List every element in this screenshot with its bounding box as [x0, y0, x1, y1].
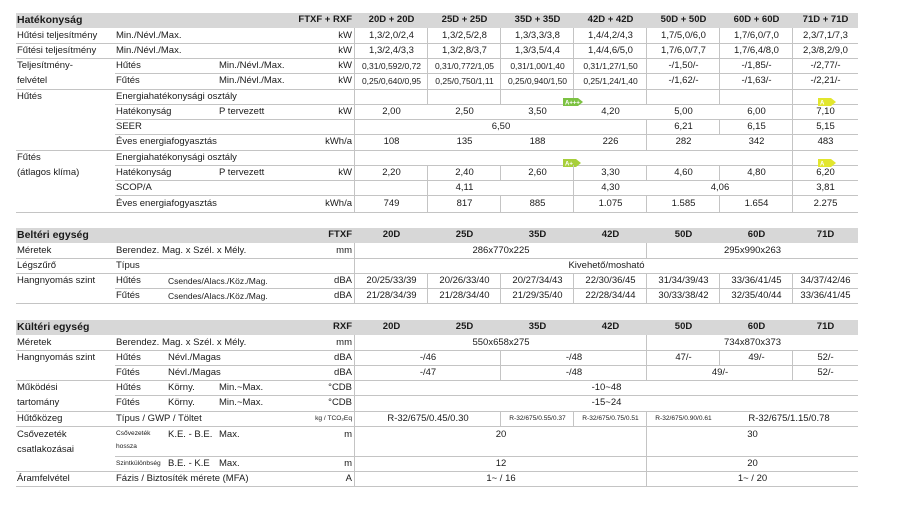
row-sub: Berendez. Mag. x Szél. x Mély. [116, 245, 247, 256]
col-header: 20D [382, 321, 401, 332]
cell: 3,81 [816, 182, 835, 193]
cell: 47/- [675, 352, 692, 363]
col-header: 71D [816, 229, 835, 240]
row-sub: Berendez. Mag. x Szél. x Mély. [116, 337, 247, 348]
col-header: 25D [455, 321, 474, 332]
row-sub: Max. [219, 429, 240, 440]
cell: 1,3/3,5/4,4 [515, 45, 560, 56]
section-title: Hatékonyság [17, 14, 83, 26]
row-sub: Éves energiafogyasztás [116, 136, 217, 147]
cell: 0,25/0,750/1,11 [435, 76, 494, 86]
row-sub: Hűtés [116, 60, 141, 71]
row-sub: Típus [116, 260, 140, 271]
unit: °CDB [328, 382, 352, 393]
cell: 295x990x263 [723, 245, 782, 256]
cell: 885 [529, 198, 546, 209]
cell: -/2,77/- [810, 60, 841, 71]
energy-class-text: A [820, 161, 825, 167]
unit: kg / TCO₂Eq [315, 415, 352, 422]
row-sub: Hűtés [116, 352, 141, 363]
row-sub: Fűtés [116, 397, 140, 408]
cell: 6,00 [747, 106, 766, 117]
cell: 34/37/42/46 [800, 275, 851, 286]
row-sub: Min.~Max. [219, 382, 264, 393]
row-sub: Max. [219, 458, 240, 469]
col-header: 50D + 50D [660, 14, 707, 25]
row-sub: Szintkülönbség [116, 460, 161, 467]
cell: 1,7/6,4/8,0 [734, 45, 779, 56]
cell: 5,15 [816, 121, 835, 132]
cell: -/1,62/- [668, 75, 699, 86]
row-sub: Csendes/Alacs./Köz./Mag. [168, 276, 268, 286]
cell: -/48 [565, 352, 583, 363]
cell: 7,10 [816, 106, 835, 117]
col-header: 60D [747, 229, 766, 240]
row-sub: Hűtés [116, 382, 141, 393]
cell: 0,31/0,772/1,05 [434, 61, 495, 71]
row-sub: Min./Névl./Max. [116, 45, 182, 56]
row-sub: Csendes/Alacs./Köz./Mag. [168, 291, 268, 301]
energy-class-badge [563, 154, 581, 167]
cell: 188 [529, 136, 546, 147]
cell: 817 [456, 198, 473, 209]
cell: 49/- [748, 352, 765, 363]
cell: Kivehető/mosható [568, 260, 645, 271]
unit: mm [336, 245, 352, 256]
col-header: 35D [528, 229, 547, 240]
cell: 282 [675, 136, 692, 147]
piping-label: Csővezeték [17, 429, 67, 440]
col-header: 42D + 42D [587, 14, 634, 25]
sound-pressure-label: Hangnyomás szint [17, 275, 96, 286]
cell: 1,7/6,0/7,7 [661, 45, 706, 56]
cell: 1,7/5,0/6,0 [661, 30, 706, 41]
cell: 2,40 [455, 167, 474, 178]
col-header: 71D + 71D [802, 14, 849, 25]
unit: dBA [334, 290, 352, 301]
energy-class-text: A+++ [565, 100, 580, 106]
cell: 1,4/4,6/5,0 [588, 45, 633, 56]
cell: 4,60 [674, 167, 693, 178]
dimensions-label: Méretek [17, 337, 52, 348]
cell: 20/25/33/39 [366, 275, 417, 286]
cell: -/1,50/- [668, 60, 699, 71]
cell: 4,80 [747, 167, 766, 178]
unit: °CDB [328, 397, 352, 408]
row-sub: Energiahatékonysági osztály [116, 91, 237, 102]
cell: 22/28/34/44 [585, 290, 636, 301]
cell: 1.654 [744, 198, 769, 209]
cell: 20 [747, 458, 758, 469]
cell: 1,4/4,2/4,3 [588, 30, 633, 41]
cell: 286x770x225 [472, 245, 530, 256]
heating-label: Fűtés [17, 152, 41, 163]
cell: 342 [748, 136, 765, 147]
heating-label: (átlagos klíma) [17, 167, 80, 178]
cell: 30 [747, 429, 758, 440]
cell: -/46 [419, 352, 437, 363]
model-label: FTXF [328, 229, 352, 240]
col-header: 60D + 60D [733, 14, 780, 25]
unit: m [344, 429, 352, 440]
cell: 5,00 [674, 106, 693, 117]
cell: -/1,63/- [741, 75, 772, 86]
cell: 1,3/2,5/2,8 [442, 30, 487, 41]
cell: 21/28/34/40 [439, 290, 490, 301]
cell: 1,3/2,0/2,4 [369, 30, 414, 41]
row-sub: SCOP/A [116, 182, 152, 193]
power-input-label: felvétel [17, 75, 48, 86]
energy-class-badge [818, 93, 836, 106]
unit: kW [338, 167, 352, 178]
cool-capacity-label: Hűtési teljesítmény [17, 30, 98, 41]
cooling-label: Hűtés [17, 91, 42, 102]
cell: 2,50 [455, 106, 474, 117]
cell: R-32/675/0.55/0.37 [509, 415, 566, 422]
cell: 52/- [817, 352, 834, 363]
unit: dBA [334, 352, 352, 363]
cell: R-32/675/0.45/0.30 [387, 413, 469, 424]
unit: kW [338, 30, 352, 41]
sound-pressure-label: Hangnyomás szint [17, 352, 96, 363]
cell: 20 [495, 429, 507, 440]
row-sub: hossza [116, 443, 137, 450]
cell: 2.275 [813, 198, 838, 209]
cell: 6,15 [747, 121, 766, 132]
cell: 31/34/39/43 [658, 275, 709, 286]
cell: 2,00 [382, 106, 401, 117]
operating-range-label: tartomány [17, 397, 60, 408]
cell: 0,31/1,00/1,40 [510, 61, 565, 71]
unit: dBA [334, 367, 352, 378]
cell: 226 [602, 136, 619, 147]
unit: kW [338, 45, 352, 56]
cell: 2,3/7,1/7,3 [803, 30, 848, 41]
col-header: 71D [816, 321, 835, 332]
cell: R-32/675/0.90/0.61 [655, 415, 712, 422]
cell: 550x658x275 [472, 337, 530, 348]
col-header: 50D [674, 321, 693, 332]
row-divider [16, 303, 858, 304]
cell: 4,30 [601, 182, 620, 193]
cell: 1,3/3,3/3,8 [515, 30, 560, 41]
power-input-label: Teljesítmény- [17, 60, 73, 71]
cell: 3,30 [601, 167, 620, 178]
cell: 749 [383, 198, 400, 209]
col-header: 60D [747, 321, 766, 332]
row-sub: Min./Névl./Max. [219, 60, 285, 71]
cell: 33/36/41/45 [731, 275, 782, 286]
energy-class-text: A+ [565, 161, 573, 167]
cell: 1,3/2,4/3,3 [369, 45, 414, 56]
row-sub: Csővezeték [116, 430, 151, 437]
cell: R-32/675/1.15/0.78 [748, 413, 830, 424]
energy-class-badge [818, 154, 836, 167]
row-sub: Fűtés [116, 290, 140, 301]
cell: -/48 [565, 367, 583, 378]
row-sub: Körny. [168, 397, 195, 408]
heat-capacity-label: Fűtési teljesítmény [17, 45, 97, 56]
cell: -/1,85/- [741, 60, 772, 71]
row-sub: Típus / GWP / Töltet [116, 413, 202, 424]
piping-label: csatlakozásai [17, 444, 75, 455]
cell: 0,25/0,640/0,95 [361, 76, 422, 86]
cell: 483 [817, 136, 834, 147]
cell: 2,60 [528, 167, 547, 178]
cell: 0,31/0,592/0,72 [361, 61, 422, 71]
energy-class-badge [563, 93, 583, 106]
cell: 0,25/0,940/1,50 [507, 76, 568, 86]
row-sub: P tervezett [219, 106, 265, 117]
col-header: 50D [674, 229, 693, 240]
row-sub: P tervezett [219, 167, 265, 178]
cell: 3,50 [528, 106, 547, 117]
dimensions-label: Méretek [17, 245, 52, 256]
col-header: 42D [601, 229, 620, 240]
cell: 2,3/8,2/9,0 [803, 45, 848, 56]
col-header: 20D [382, 229, 401, 240]
cell: 1~ / 20 [737, 473, 768, 484]
cell: 0,25/1,24/1,40 [583, 76, 638, 86]
row-sub: Hűtés [116, 275, 141, 286]
row-sub: Fázis / Biztosíték mérete (MFA) [116, 473, 249, 484]
cell: 52/- [817, 367, 834, 378]
operating-range-label: Működési [17, 382, 58, 393]
col-header: 35D [528, 321, 547, 332]
row-sub: SEER [116, 121, 142, 132]
row-sub: Hatékonyság [116, 167, 172, 178]
refrigerant-label: Hűtőközeg [17, 413, 63, 424]
unit: mm [336, 337, 352, 348]
cell: 6,20 [816, 167, 835, 178]
row-sub: Névl./Magas [168, 352, 221, 363]
cell: 1,3/2,8/3,7 [442, 45, 487, 56]
cell: 0,31/1,27/1,50 [583, 61, 638, 71]
cell: 4,11 [455, 182, 474, 193]
cell: -/2,21/- [810, 75, 841, 86]
model-label: FTXF + RXF [298, 14, 352, 25]
unit: kWh/a [325, 198, 352, 209]
row-sub: Körny. [168, 382, 195, 393]
cell: -15~24 [591, 397, 622, 408]
col-header: 25D [455, 229, 474, 240]
unit: dBA [334, 275, 352, 286]
col-header: 42D [601, 321, 620, 332]
row-sub: Min./Névl./Max. [219, 75, 285, 86]
section-title: Beltéri egység [17, 229, 89, 241]
cell: 4,20 [601, 106, 620, 117]
unit: m [344, 458, 352, 469]
cell: 2,20 [382, 167, 401, 178]
unit: A [345, 473, 352, 484]
model-label: RXF [333, 321, 352, 332]
cell: 22/30/36/45 [585, 275, 636, 286]
cell: 135 [456, 136, 473, 147]
row-sub: K.E. - B.E. [168, 429, 213, 440]
col-header: 35D + 35D [514, 14, 561, 25]
row-sub: Névl./Magas [168, 367, 221, 378]
cell: 734x870x373 [723, 337, 782, 348]
col-header: 20D + 20D [368, 14, 415, 25]
row-sub: Min.~Max. [219, 397, 264, 408]
row-sub: Hatékonyság [116, 106, 172, 117]
cell: R-32/675/0.75/0.51 [582, 415, 639, 422]
cell: 30/33/38/42 [658, 290, 709, 301]
cell: 4,06 [710, 182, 730, 193]
unit: kW [338, 106, 352, 117]
col-header: 25D + 25D [441, 14, 488, 25]
cell: 1~ / 16 [486, 473, 516, 484]
row-sub: B.E. - K.E [168, 458, 210, 469]
energy-class-text: A [820, 100, 825, 106]
cell: 6,50 [491, 121, 511, 132]
cell: 21/29/35/40 [512, 290, 563, 301]
cell: 12 [495, 458, 507, 469]
row-divider [16, 486, 858, 487]
unit: kWh/a [325, 136, 352, 147]
cell: -10~48 [591, 382, 622, 393]
cell: 20/27/34/43 [512, 275, 563, 286]
air-filter-label: Légszűrő [17, 260, 57, 271]
row-divider [115, 195, 858, 196]
cell: 21/28/34/39 [366, 290, 417, 301]
row-sub: Fűtés [116, 75, 140, 86]
unit: kW [338, 75, 352, 86]
row-divider [16, 212, 858, 213]
power-supply-label: Áramfelvétel [17, 473, 70, 484]
cell: 6,21 [674, 121, 693, 132]
cell: 1,7/6,0/7,0 [734, 30, 779, 41]
row-sub: Éves energiafogyasztás [116, 198, 217, 209]
cell: -/47 [419, 367, 437, 378]
section-title: Kültéri egység [17, 321, 90, 333]
cell: 20/26/33/40 [439, 275, 490, 286]
row-sub: Energiahatékonysági osztály [116, 152, 237, 163]
row-sub: Fűtés [116, 367, 140, 378]
cell: 33/36/41/45 [800, 290, 851, 301]
cell: 49/- [711, 367, 729, 378]
cell: 108 [383, 136, 400, 147]
row-sub: Min./Névl./Max. [116, 30, 182, 41]
cell: 1.585 [671, 198, 696, 209]
cell: 1.075 [598, 198, 623, 209]
cell: 32/35/40/44 [731, 290, 782, 301]
unit: kW [338, 60, 352, 71]
